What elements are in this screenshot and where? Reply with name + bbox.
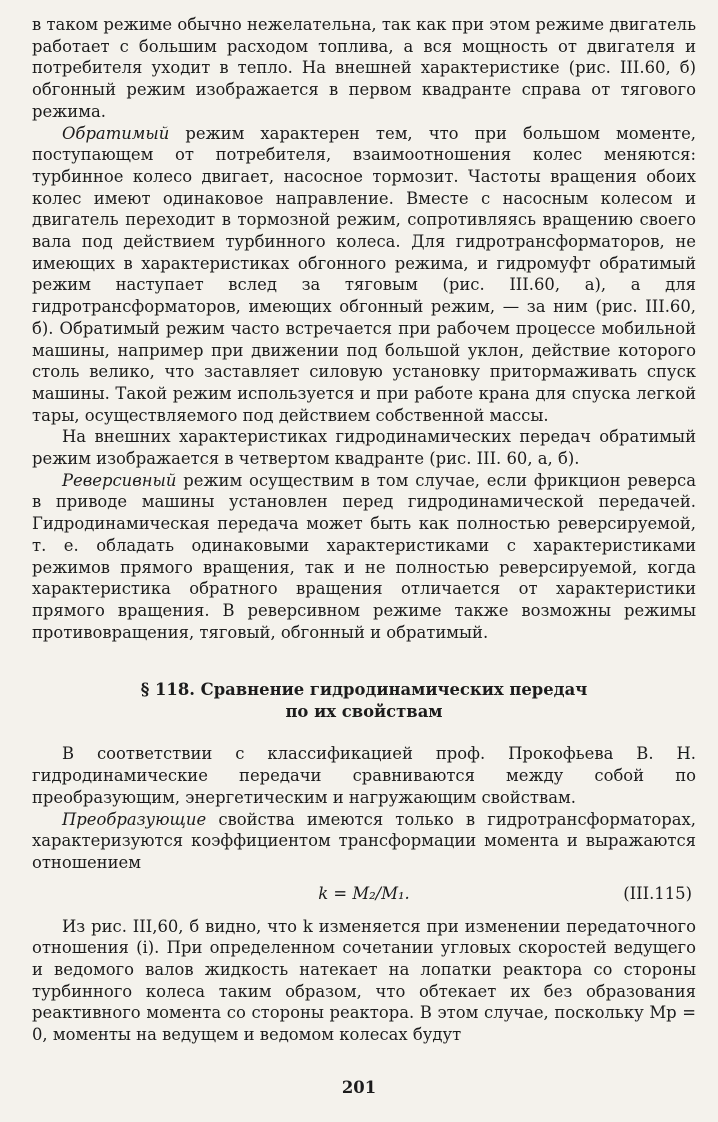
paragraph-reverse-text: режим осуществим в том случае, если фрикцион реверса в приводе машины установлен перед гидродинамической передачей. Гидродинамическая передача может быть как полностью реверсируемой, т. е. обладать одинаковыми характеристиками с характеристиками режимов прямого вращения, так и не полностью реверсируемой, когда характеристика обратного вращения отличается от характеристики прямого вращения. В реверсивном режиме также возможны режимы противовращения, тяговый, обгонный и обратимый. [32,470,696,642]
paragraph-overrun-mode: в таком режиме обычно нежелательна, так как при этом режиме двигатель работает с большим расходом топлива, а вся мощность от двигателя и потребителя уходит в тепло. На внешней характеристике (рис. III.60, б) обгонный режим изображается в первом квадранте справа от тягового режима. [32,15,696,121]
paragraph-reversible-mode [32,123,696,427]
paragraph-classification: В соответствии с классификацией проф. Прокофьева В. Н. гидродинамические передачи сравниваются между собой по преобразующим, энергетическим и нагружающим свойствам. [32,744,696,807]
paragraph-external-characteristics: На внешних характеристиках гидродинамических передач обратимый режим изображается в четвертом квадранте (рис. III. 60, а, б). [32,427,696,469]
formula-number: (III.115) [623,883,692,903]
page-number: 201 [341,1078,377,1097]
term-reversible: Обратимый [62,123,170,143]
paragraph-transforming-properties [32,809,696,874]
term-reverse: Реверсивный [62,470,177,490]
section-heading-line1: § 118. Сравнение гидродинамических передач [140,680,588,700]
paragraph-reverse-mode [32,470,696,644]
term-transforming: Преобразующие [62,809,207,829]
paragraph-transforming-text: свойства имеются только в гидротрансформаторах, характеризуются коэффициентом трансформации момента и выражаются отношением [32,809,696,872]
section-heading-line2: по их свойствам [285,702,443,722]
formula-block [32,874,696,914]
section-heading [32,679,696,723]
formula-expression: k = M₂/M₁. [318,883,410,903]
paragraph-reversible-text: режим характерен тем, что при большом моменте, поступающем от потребителя, взаимоотношения колес меняются: турбинное колесо двигает, насосное тормозит. Частоты вращения обоих колес имеют одинаковое направление. Вместе с насосным колесом и двигатель переходит в тормозной режим, сопротивляясь вращению своего вала под действием турбинного колеса. Для гидротрансформаторов, не имеющих в характеристиках обгонного режима, и гидромуфт обратимый режим наступает вслед за тяговым (рис. III.60, а), а для гидротрансформаторов, имеющих обгонный режим, — за ним (рис. III.60, б). Обратимый режим часто встречается при рабочем процессе мобильной машины, например при движении под большой уклон, действие которого столь велико, что заставляет силовую установку притормаживать спуск машины. Такой режим используется и при работе крана для спуска легкой тары, осуществляемого под действием собственной массы. [32,123,696,425]
paragraph-ratio-variation: Из рис. III,60, б видно, что k изменяется при изменении передаточного отношения (i). При определенном сочетании угловых скоростей ведущего и ведомого валов жидкость натекает на лопатки реактора со стороны турбинного колеса таким образом, что обтекает их без образования реактивного момента со стороны реактора. В этом случае, поскольку Mр = 0, моменты на ведущем и ведомом колесах будут [32,916,696,1045]
